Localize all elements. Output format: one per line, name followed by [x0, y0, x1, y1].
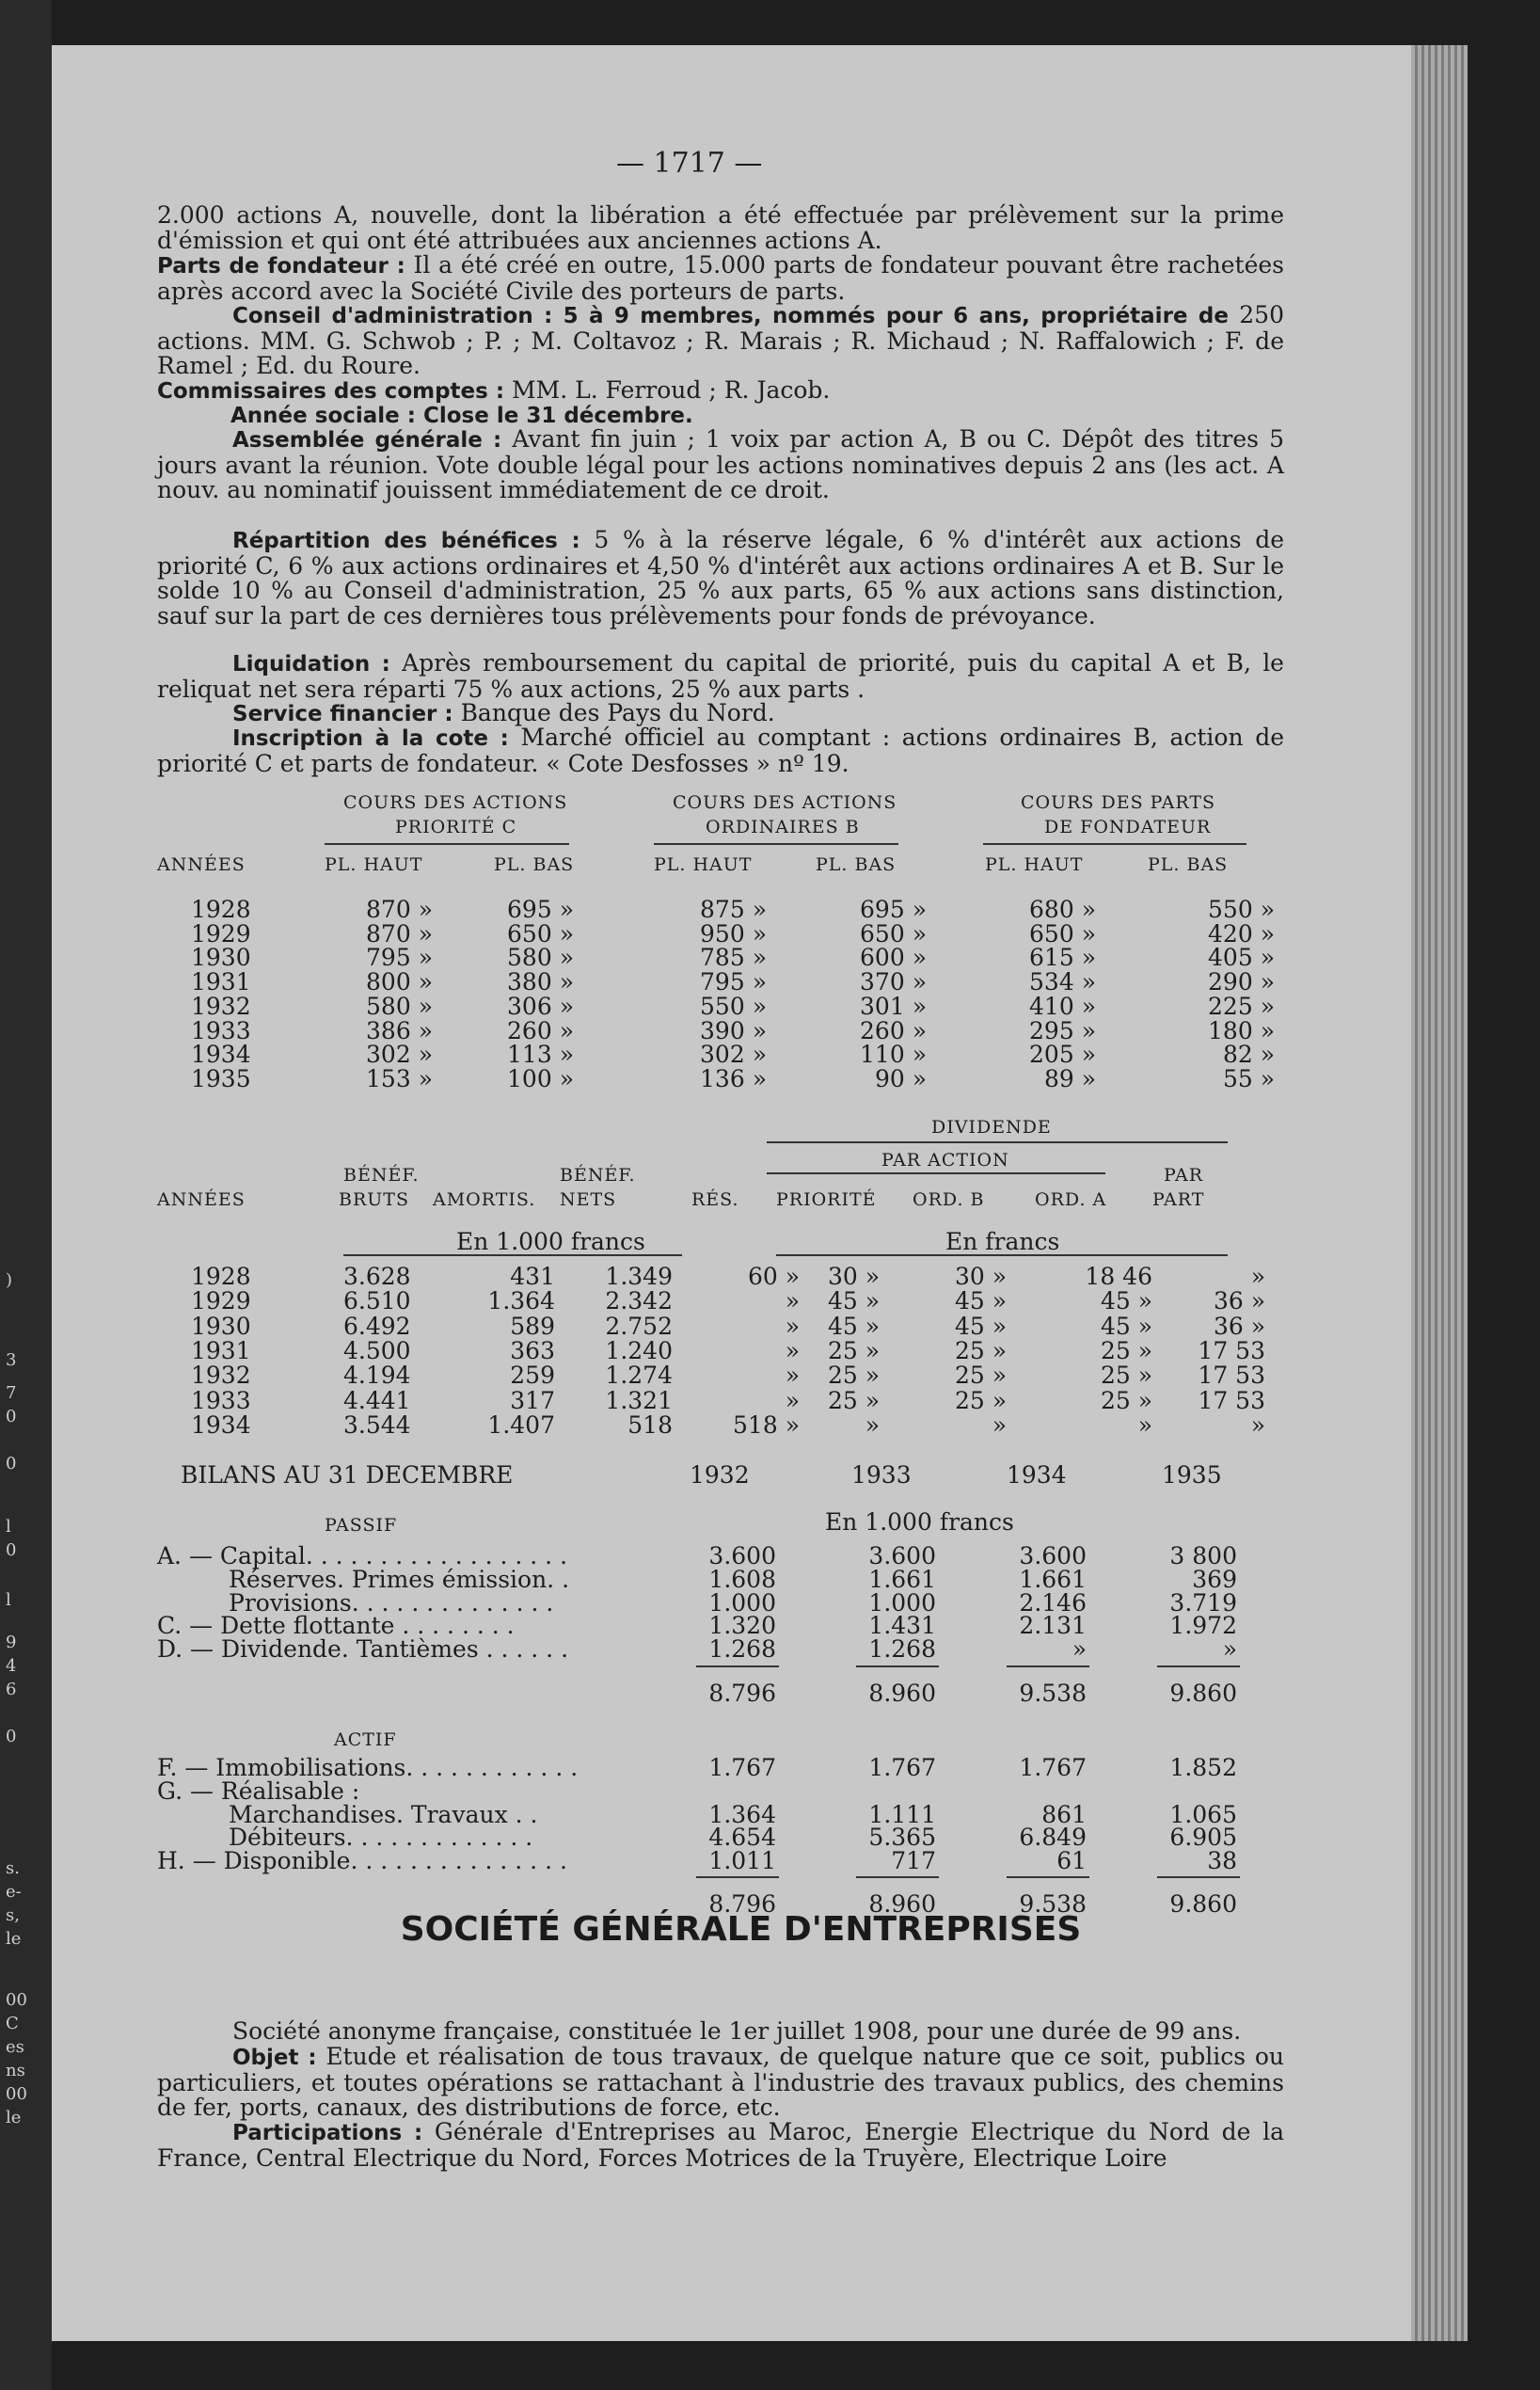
price-cell: 875 » — [700, 896, 767, 923]
bilan-value: 3.600 — [868, 1542, 936, 1569]
col-header: PL. HAUT — [654, 854, 753, 875]
value-cell: 6.492 — [343, 1312, 411, 1340]
strip-char: 9 — [6, 1633, 17, 1652]
price-cell: 260 » — [860, 1016, 927, 1044]
paragraph-participations: Participations : Générale d'Entreprises au Maroc, Energie Electrique du Nord de la France, Central Electrique du Nord, Forces Motrices de la Truyère, Electrique Loire — [157, 2118, 1285, 2172]
bilan-label: Marchandises. Travaux . . — [229, 1800, 538, 1828]
company-title: SOCIÉTÉ GÉNÉRALE D'ENTREPRISES — [400, 1910, 1082, 1949]
bilan-value: 4.654 — [708, 1824, 776, 1852]
bilan-label: D. — Dividende. Tantièmes . . . . . . — [157, 1635, 569, 1664]
price-cell: 100 » — [507, 1064, 574, 1092]
price-cell: 110 » — [860, 1041, 927, 1069]
bilan-value: 1.661 — [1019, 1565, 1087, 1593]
strip-char: s, — [6, 1905, 20, 1925]
bilan-value: » — [1072, 1635, 1087, 1664]
price-cell: 290 » — [1208, 968, 1275, 996]
value-cell: 25 » — [827, 1336, 880, 1364]
price-cell: 302 » — [366, 1041, 433, 1069]
strip-char: l — [6, 1517, 11, 1537]
price-cell: 950 » — [700, 919, 767, 948]
price-cell: 534 » — [1029, 968, 1096, 996]
price-cell: 136 » — [700, 1064, 767, 1092]
col-header: ANNÉES — [157, 854, 246, 875]
price-cell: 785 » — [700, 944, 767, 972]
value-cell: 589 — [510, 1312, 555, 1340]
bilan-value: 1.000 — [708, 1588, 776, 1617]
col-header: PL. BAS — [1148, 854, 1229, 875]
bilan-label: F. — Immobilisations. . . . . . . . . . . . — [157, 1754, 579, 1781]
paragraph-objet: Objet : Etude et réalisation de tous travaux, de quelque nature que ce soit, publics ou particuliers, et toutes opérations se rattachant à l'industrie des travaux publics, des chemins de fer, ports, canaux, des distributions de force, etc. — [157, 2043, 1284, 2121]
value-cell: » — [865, 1410, 880, 1439]
bilan-value: 1.268 — [708, 1635, 776, 1664]
bilan-total: 9.860 — [1169, 1890, 1237, 1918]
year-cell: 1928 — [191, 1263, 251, 1290]
value-cell: » — [785, 1287, 800, 1315]
bilans-title: BILANS AU 31 DECEMBRE — [181, 1461, 514, 1489]
value-cell: » — [785, 1386, 800, 1414]
value-cell: 45 » — [1100, 1312, 1152, 1340]
bilan-label: Réserves. Primes émission. . — [229, 1565, 570, 1593]
paragraph-commissaires: Commissaires des comptes : MM. L. Ferroud ; R. Jacob. — [157, 376, 831, 404]
bilan-value: 5.365 — [868, 1824, 936, 1852]
price-cell: 306 » — [507, 992, 574, 1020]
bilan-total: 8.796 — [708, 1890, 776, 1918]
passif-label: PASSIF — [325, 1515, 398, 1536]
brace — [343, 1254, 682, 1256]
total-rule — [696, 1876, 779, 1878]
strip-char: C — [6, 2014, 19, 2033]
bilan-value: 3 800 — [1169, 1542, 1237, 1569]
bilan-total: 9.860 — [1169, 1680, 1237, 1707]
price-cell: 90 » — [874, 1064, 927, 1092]
value-cell: 363 — [510, 1336, 555, 1364]
bilan-label: Provisions. . . . . . . . . . . . . . — [229, 1588, 554, 1617]
price-cell: 870 » — [366, 919, 433, 948]
price-cell: 650 » — [860, 919, 927, 948]
brace — [776, 1254, 1228, 1256]
paragraph-conseil: Conseil d'administration : 5 à 9 membres, nommés pour 6 ans, propriétaire de 250 actions. MM. G. Schwob ; P. ; M. Coltavoz ; R. Marais ; R. Michaud ; N. Raffalowich ; F. de Ramel ; Ed. du Roure. — [157, 301, 1284, 379]
group-header: ORDINAIRES B — [706, 817, 860, 837]
price-cell: 55 » — [1222, 1064, 1275, 1092]
total-rule — [696, 1665, 779, 1667]
group-header: COURS DES ACTIONS — [343, 792, 568, 813]
year-header: 1933 — [851, 1461, 912, 1489]
bilan-total: 8.796 — [708, 1680, 776, 1707]
value-cell: 45 » — [1100, 1287, 1152, 1315]
price-cell: 695 » — [507, 896, 574, 923]
value-cell: 6.510 — [343, 1287, 411, 1315]
price-cell: 295 » — [1029, 1016, 1096, 1044]
value-cell: 2.342 — [605, 1287, 673, 1315]
value-cell: 36 » — [1213, 1312, 1265, 1340]
price-cell: 82 » — [1222, 1041, 1275, 1069]
year-cell: 1931 — [191, 968, 251, 996]
price-cell: 870 » — [366, 896, 433, 923]
bilan-value: 1.111 — [868, 1800, 936, 1828]
paragraph-service: Service financier : Banque des Pays du Nord. — [232, 699, 775, 726]
value-cell: 1.349 — [605, 1263, 673, 1290]
bilan-value: 3.600 — [708, 1542, 776, 1569]
price-cell: 301 » — [860, 992, 927, 1020]
price-cell: 615 » — [1029, 944, 1096, 972]
bilans-unit: En 1.000 francs — [825, 1508, 1014, 1536]
value-cell: 25 » — [1100, 1362, 1152, 1390]
year-cell: 1934 — [191, 1041, 251, 1069]
year-cell: 1929 — [191, 919, 251, 948]
price-cell: 180 » — [1208, 1016, 1275, 1044]
strip-char: e- — [6, 1882, 22, 1902]
col-header: PRIORITÉ — [776, 1189, 877, 1210]
paragraph-repartition: Répartition des bénéfices : 5 % à la réserve légale, 6 % d'intérêt aux actions de priorité C, 6 % aux actions ordinaires et 4,50 % d'intérêt aux actions ordinaires A et B. Sur le solde 10 % au Conseil d'administration, 25 % aux parts, 65 % aux actions sans distinction, sauf sur la part de ces dernières tous prélèvements pour fonds de prévoyance. — [157, 526, 1284, 629]
strip-char: 6 — [6, 1680, 17, 1699]
strip-char: 00 — [6, 2084, 27, 2104]
page-number: — 1717 — — [616, 147, 763, 180]
strip-char: es — [6, 2037, 24, 2057]
bilan-total: 8.960 — [868, 1680, 936, 1707]
value-cell: 4.441 — [343, 1386, 411, 1414]
col-header: PL. BAS — [494, 854, 575, 875]
bilan-value: 1.852 — [1169, 1754, 1237, 1781]
paragraph-actions: 2.000 actions A, nouvelle, dont la libération a été effectuée par prélèvement sur la prime d'émission et qui ont été attribuées aux anciennes actions A. — [157, 201, 1284, 254]
bilan-value: 717 — [891, 1847, 936, 1875]
year-cell: 1932 — [191, 992, 251, 1020]
col-header: PART — [1152, 1189, 1205, 1210]
price-cell: 795 » — [700, 968, 767, 996]
value-cell: 259 — [510, 1362, 555, 1390]
price-cell: 205 » — [1029, 1041, 1096, 1069]
price-cell: 550 » — [1208, 896, 1275, 923]
actif-label: ACTIF — [334, 1729, 397, 1750]
strip-char: 4 — [6, 1656, 17, 1676]
group-header: COURS DES PARTS — [1021, 792, 1216, 813]
year-cell: 1929 — [191, 1287, 251, 1315]
paragraph-societe: Société anonyme française, constituée le 1er juillet 1908, pour une durée de 99 ans. — [232, 2017, 1242, 2045]
value-cell: 1.240 — [605, 1336, 673, 1364]
value-cell: 317 — [510, 1386, 555, 1414]
value-cell: » — [785, 1336, 800, 1364]
year-header: 1932 — [690, 1461, 750, 1489]
par-action-header: PAR ACTION — [881, 1150, 1009, 1171]
value-cell: 60 » — [747, 1263, 800, 1290]
bilan-value: 38 — [1207, 1847, 1237, 1875]
col-header: ANNÉES — [157, 1189, 246, 1210]
price-cell: 260 » — [507, 1016, 574, 1044]
bilan-value: 1.431 — [868, 1612, 936, 1640]
value-cell: 3.544 — [343, 1410, 411, 1439]
price-cell: 650 » — [1029, 919, 1096, 948]
price-cell: 580 » — [507, 944, 574, 972]
value-cell: 45 » — [827, 1287, 880, 1315]
year-cell: 1933 — [191, 1016, 251, 1044]
col-header: ORD. A — [1035, 1189, 1107, 1210]
bilan-value: 1.364 — [708, 1800, 776, 1828]
col-header: PL. HAUT — [325, 854, 423, 875]
bilan-label: G. — Réalisable : — [157, 1777, 360, 1805]
bilan-value: 1.767 — [868, 1754, 936, 1781]
strip-char: 0 — [6, 1727, 17, 1746]
col-header: AMORTIS. — [433, 1189, 536, 1210]
bilan-value: 1.972 — [1169, 1612, 1237, 1640]
strip-char: 0 — [6, 1407, 17, 1426]
strip-char: 00 — [6, 1990, 27, 2010]
value-cell: » — [785, 1362, 800, 1390]
price-cell: 795 » — [366, 944, 433, 972]
bilan-value: 6.905 — [1169, 1824, 1237, 1852]
value-cell: 1.407 — [487, 1410, 555, 1439]
value-cell: 1.364 — [487, 1287, 555, 1315]
price-cell: 650 » — [507, 919, 574, 948]
paragraph-annee: Année sociale : Close le 31 décembre. — [230, 404, 693, 428]
price-cell: 302 » — [700, 1041, 767, 1069]
value-cell: » — [1250, 1263, 1265, 1290]
year-cell: 1932 — [191, 1362, 251, 1390]
price-cell: 550 » — [700, 992, 767, 1020]
strip-char: le — [6, 1929, 22, 1949]
value-cell: 45 » — [827, 1312, 880, 1340]
price-cell: 680 » — [1029, 896, 1096, 923]
total-rule — [1007, 1876, 1089, 1878]
strip-char: l — [6, 1590, 11, 1610]
bilan-value: 2.131 — [1019, 1612, 1087, 1640]
col-header: BRUTS — [339, 1189, 409, 1210]
value-cell: 4.500 — [343, 1336, 411, 1364]
value-cell: 45 » — [954, 1287, 1007, 1315]
bilan-value: 6.849 — [1019, 1824, 1087, 1852]
value-cell: 30 » — [954, 1263, 1007, 1290]
bilan-value: 1.011 — [708, 1847, 776, 1875]
value-cell: » — [1250, 1410, 1265, 1439]
col-header: PAR — [1164, 1165, 1204, 1186]
value-cell: 17 53 — [1198, 1386, 1265, 1414]
paragraph-assemblee: Assemblée générale : Avant fin juin ; 1 voix par action A, B ou C. Dépôt des titres 5 jours avant la réunion. Vote double légal pour les actions nominatives depuis 2 ans (les act. A nouv. au nominatif jouissent immédiatement de ce droit. — [157, 425, 1284, 503]
value-cell: 3.628 — [343, 1263, 411, 1290]
price-cell: 390 » — [700, 1016, 767, 1044]
bilan-label: H. — Disponible. . . . . . . . . . . . . . . — [157, 1847, 567, 1875]
year-header: 1935 — [1162, 1461, 1222, 1489]
bilan-value: 3.600 — [1019, 1542, 1087, 1569]
col-header: BÉNÉF. — [560, 1165, 636, 1186]
paragraph-inscription: Inscription à la cote : Marché officiel au comptant : actions ordinaires B, action de priorité C et parts de fondateur. « Cote Desfosses » nº 19. — [157, 724, 1284, 777]
value-cell: 25 » — [954, 1386, 1007, 1414]
bilan-label: C. — Dette flottante . . . . . . . . — [157, 1612, 515, 1640]
bilan-total: 9.538 — [1019, 1890, 1087, 1918]
price-cell: 420 » — [1208, 919, 1275, 948]
book-edge — [1411, 45, 1468, 2341]
brace — [654, 843, 898, 845]
value-cell: 30 » — [827, 1263, 880, 1290]
price-cell: 695 » — [860, 896, 927, 923]
bilan-value: 369 — [1192, 1565, 1237, 1593]
value-cell: 36 » — [1213, 1287, 1265, 1315]
bilan-value: 1.320 — [708, 1612, 776, 1640]
value-cell: 1.274 — [605, 1362, 673, 1390]
bilan-value: 2.146 — [1019, 1588, 1087, 1617]
value-cell: 4.194 — [343, 1362, 411, 1390]
value-cell: 17 53 — [1198, 1362, 1265, 1390]
value-cell: » — [1137, 1410, 1152, 1439]
price-cell: 113 » — [507, 1041, 574, 1069]
bilan-value: 1.767 — [1019, 1754, 1087, 1781]
price-cell: 89 » — [1043, 1064, 1096, 1092]
price-cell: 380 » — [507, 968, 574, 996]
bilan-value: 3.719 — [1169, 1588, 1237, 1617]
strip-char: 0 — [6, 1540, 17, 1560]
price-cell: 225 » — [1208, 992, 1275, 1020]
value-cell: 25 » — [827, 1362, 880, 1390]
brace — [767, 1141, 1228, 1143]
paragraph-parts: Parts de fondateur : Il a été créé en outre, 15.000 parts de fondateur pouvant être rachetées après accord avec la Société Civile des porteurs de parts. — [157, 251, 1284, 305]
value-cell: 1.321 — [605, 1386, 673, 1414]
value-cell: 25 » — [1100, 1336, 1152, 1364]
price-cell: 580 » — [366, 992, 433, 1020]
col-header: BÉNÉF. — [343, 1165, 420, 1186]
value-cell: 2.752 — [605, 1312, 673, 1340]
col-header: ORD. B — [913, 1189, 985, 1210]
col-header: PL. BAS — [816, 854, 897, 875]
total-rule — [1157, 1876, 1240, 1878]
value-cell: 25 » — [954, 1362, 1007, 1390]
paragraph-liquidation: Liquidation : Après remboursement du capital de priorité, puis du capital A et B, le reliquat net sera réparti 75 % aux actions, 25 % aux parts . — [157, 649, 1284, 703]
unit-right: En francs — [945, 1228, 1060, 1255]
year-header: 1934 — [1007, 1461, 1067, 1489]
group-header: COURS DES ACTIONS — [673, 792, 897, 813]
strip-char: 3 — [6, 1350, 17, 1370]
dividende-header: DIVIDENDE — [931, 1117, 1052, 1138]
bilan-value: 861 — [1041, 1800, 1087, 1828]
price-cell: 800 » — [366, 968, 433, 996]
value-cell: 25 » — [1100, 1386, 1152, 1414]
year-cell: 1933 — [191, 1386, 251, 1414]
total-rule — [1007, 1665, 1089, 1667]
year-cell: 1931 — [191, 1336, 251, 1364]
value-cell: » — [992, 1410, 1007, 1439]
bilan-value: 1.000 — [868, 1588, 936, 1617]
value-cell: 518 » — [733, 1410, 800, 1439]
value-cell: 518 — [627, 1410, 673, 1439]
bilan-value: 1.608 — [708, 1565, 776, 1593]
total-rule — [856, 1665, 939, 1667]
bilan-value: 1.065 — [1169, 1800, 1237, 1828]
brace — [767, 1172, 1105, 1174]
bilan-value: 1.268 — [868, 1635, 936, 1664]
price-cell: 370 » — [860, 968, 927, 996]
value-cell: 431 — [510, 1263, 555, 1290]
year-cell: 1930 — [191, 944, 251, 972]
bilan-value: 61 — [1056, 1847, 1087, 1875]
price-cell: 600 » — [860, 944, 927, 972]
value-cell: » — [785, 1312, 800, 1340]
group-header: PRIORITÉ C — [395, 817, 517, 837]
unit-left: En 1.000 francs — [456, 1228, 645, 1255]
value-cell: 17 53 — [1198, 1336, 1265, 1364]
bilan-value: » — [1222, 1635, 1237, 1664]
strip-char: 0 — [6, 1454, 17, 1474]
brace — [325, 843, 569, 845]
bilan-label: Débiteurs. . . . . . . . . . . . . — [229, 1824, 533, 1852]
bilan-value: 1.661 — [868, 1565, 936, 1593]
strip-char: le — [6, 2108, 22, 2127]
total-rule — [856, 1876, 939, 1878]
group-header: DE FONDATEUR — [1044, 817, 1212, 837]
price-cell: 153 » — [366, 1064, 433, 1092]
value-cell: 25 » — [954, 1336, 1007, 1364]
price-cell: 386 » — [366, 1016, 433, 1044]
document-page — [52, 45, 1430, 2341]
value-cell: 25 » — [827, 1386, 880, 1414]
bilan-value: 1.767 — [708, 1754, 776, 1781]
brace — [983, 843, 1246, 845]
year-cell: 1934 — [191, 1410, 251, 1439]
year-cell: 1935 — [191, 1064, 251, 1092]
strip-char: ns — [6, 2061, 25, 2080]
year-cell: 1930 — [191, 1312, 251, 1340]
col-header: NETS — [560, 1189, 617, 1210]
strip-char: ) — [6, 1270, 13, 1290]
price-cell: 405 » — [1208, 944, 1275, 972]
price-cell: 410 » — [1029, 992, 1096, 1020]
value-cell: 18 46 — [1085, 1263, 1152, 1290]
col-header: PL. HAUT — [985, 854, 1084, 875]
bilan-label: A. — Capital. . . . . . . . . . . . . . . . . . — [157, 1542, 568, 1569]
strip-char: 7 — [6, 1383, 17, 1403]
value-cell: 45 » — [954, 1312, 1007, 1340]
col-header: RÉS. — [691, 1189, 739, 1210]
year-cell: 1928 — [191, 896, 251, 923]
strip-char: s. — [6, 1858, 20, 1878]
total-rule — [1157, 1665, 1240, 1667]
bilan-total: 8.960 — [868, 1890, 936, 1918]
bilan-total: 9.538 — [1019, 1680, 1087, 1707]
